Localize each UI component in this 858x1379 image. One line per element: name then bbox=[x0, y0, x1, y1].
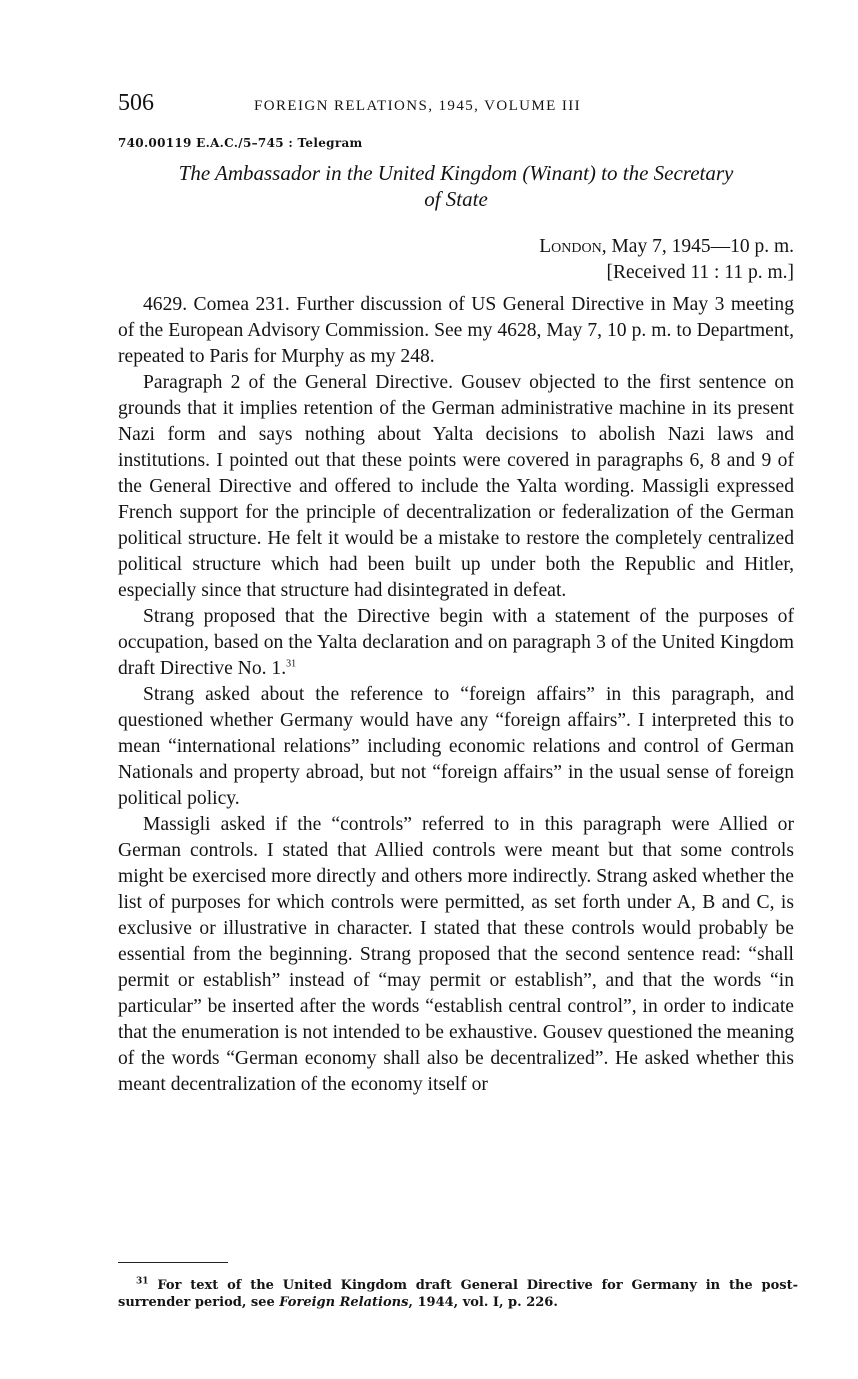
title-line-2: of State bbox=[424, 187, 488, 211]
document-page bbox=[118, 90, 794, 1098]
page-number: 506 bbox=[118, 90, 154, 116]
title-line-1: The Ambassador in the United Kingdom (Winant) to the Secretary bbox=[178, 161, 734, 185]
paragraph bbox=[118, 604, 794, 682]
footnote-text: For text of the United Kingdom draft General Directive for Germany in the post-surrender period, see bbox=[118, 1278, 799, 1310]
paragraph: Massigli asked if the “controls” referred to in this paragraph were Allied or German controls. I stated that Allied controls were meant but that some controls might be exercised more directly and others more indirectly. Strang asked whether the list of purposes for which controls were permitted, as set forth under A, B and C, is exclusive or illustrative in character. I stated that these controls would probably be essential from the beginning. Strang proposed that the second sentence read: “shall permit or establish” instead of “may permit or establish”, and that the words “in particular” be inserted after the words “establish central control”, in order to indicate that the enumeration is not intended to be exhaustive. Gousev questioned the meaning of the words “German economy shall also be decentralized”. He asked whether this meant decentralization of the economy itself or bbox=[118, 814, 794, 1095]
dateline-date: , May 7, 1945—10 p. m. bbox=[601, 236, 794, 257]
paragraph-text: Strang proposed that the Directive begin with a statement of the purposes of occupation, based on the Yalta declaration and on paragraph 3 of the United Kingdom draft Directive No. 1. bbox=[118, 606, 794, 679]
footnote-citation: , 1944, vol. I, p. 226. bbox=[408, 1295, 558, 1310]
document-body bbox=[118, 292, 794, 1098]
footnote-reference: 31 bbox=[286, 658, 297, 670]
page-header bbox=[118, 90, 794, 126]
dateline-sent bbox=[118, 234, 794, 260]
footnote bbox=[118, 1277, 798, 1311]
paragraph: 4629. Comea 231. Further discussion of US General Directive in May 3 meeting of the European Advisory Commission. See my 4628, May 7, 10 p. m. to Department, repeated to Paris for Murphy as my 248. bbox=[118, 294, 794, 367]
footnote-mark: 31 bbox=[136, 1276, 149, 1287]
paragraph: Strang asked about the reference to “foreign affairs” in this paragraph, and questioned whether Germany would have any “foreign affairs”. I interpreted this to mean “international relations” including economic relations and control of German Nationals and property abroad, but not “foreign affairs” in the usual sense of foreign political policy. bbox=[118, 684, 794, 809]
document-title bbox=[118, 160, 794, 212]
paragraph: Paragraph 2 of the General Directive. Gousev objected to the first sentence on grounds that it implies retention of the German administrative machine in its present Nazi form and says nothing about Yalta decisions to abolish Nazi laws and institutions. I pointed out that these points were covered in paragraphs 6, 8 and 9 of the General Directive and offered to include the Yalta wording. Massigli expressed French support for the principle of decentralization or federalization of the German political structure. He felt it would be a mistake to restore the completely centralized political structure which had been built up under both the Republic and Hitler, especially since that structure had disintegrated in defeat. bbox=[118, 372, 794, 601]
dateline bbox=[118, 234, 794, 286]
footnote-divider bbox=[118, 1262, 228, 1263]
document-id: 740.00119 E.A.C./5–745 : Telegram bbox=[118, 136, 363, 150]
dateline-received: [Received 11 : 11 p. m.] bbox=[606, 262, 794, 283]
dateline-city: London bbox=[539, 236, 602, 257]
footnote-source: Foreign Relations bbox=[279, 1295, 409, 1310]
running-head: FOREIGN RELATIONS, 1945, VOLUME III bbox=[254, 98, 582, 114]
